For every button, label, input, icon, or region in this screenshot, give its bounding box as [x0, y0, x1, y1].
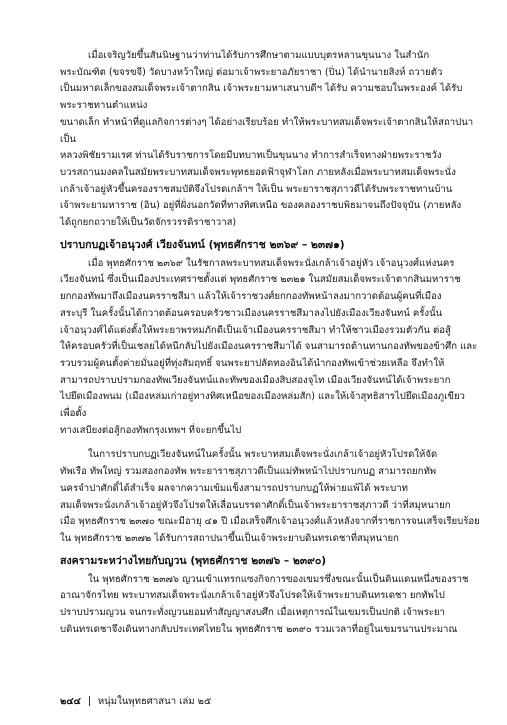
text-line: ทางเสบียงต่อสู้กองทัพกรุงเทพฯ ที่จะยกขึ้นไป [60, 424, 242, 436]
text-line: ทัพเรือ ทัพใหญ่ รวมสองกองทัพ พระยาราชสุภาวดีเป็นแม่ทัพหน้าไปปราบกบฏ สามารถยกทัพ [60, 466, 437, 478]
text-line: ยกกองทัพมาถึงเมืองนครราชสีมา แล้วให้เจ้าราชวงศ์ยกกองทัพหน้าลงมากวาดต้อนผู้คนที่เมือง [60, 291, 442, 303]
text-line: ขนาดเล็ก ทำหน้าที่ดูแลกิจการต่างๆ ได้อย่างเรียบร้อย ทำให้พระบาทสมเด็จพระเจ้าตากสินให้สถาปนาเป็น [60, 116, 474, 145]
text-line: ใน พุทธศักราช ๒๓๗๒ ได้รับการสถาปนาขึ้นเป็นเจ้าพระยาบดินทรเดชาที่สมุหนายก [60, 532, 399, 544]
text-line: ได้ถูกยกถวายให้เป็นวัดจักรวรรดิราชาวาส) [60, 217, 237, 229]
text-line: สมเด็จพระนั่งเกล้าเจ้าอยู่หัวจึงโปรดให้เลื่อนบรรดาศักดิ์เป็นเจ้าพระยาราชสุภาวดี ว่าที่สมุหนายก [60, 499, 451, 511]
text-line: เป็นมหาดเล็กของสมเด็จพระเจ้าตากสิน เจ้าพระยามหาเสนาบดีฯ ได้รับ ความชอบในพระองค์ ได้รับพระราชทานตำแหน่ง [60, 83, 463, 112]
text-line: เมื่อเจริญวัยขึ้นสันนิษฐานว่าท่านได้รับการศึกษาตามแบบบุตรหลานขุนนาง ในสำนัก [88, 50, 430, 61]
text-line: ให้ครอบครัวที่เป็นเชลยได้หนีกลับไปยังเมืองนครราชสีมาได้ จนสามารถต้านทานกองทัพของข้าศึก และ [60, 341, 478, 353]
text-line: ปราบปรามญวน จนกระทั่งญวนยอมทำสัญญาสงบศึก เมื่อเหตุการณ์ในเขมรเป็นปกติ เจ้าพระยา [60, 607, 445, 619]
paragraph-gap [60, 439, 480, 447]
text-line: ใน พุทธศักราช ๒๓๗๖ ญวนเข้าแทรกแซงกิจการของเขมรซึ่งขณะนั้นเป็นดินแดนหนึ่งของราช [88, 573, 469, 585]
vientiane-section [60, 256, 480, 548]
text-line: บดินทรเดชาจึงเดินทางกลับประเทศไทยใน พุทธศักราช ๒๓๙๐ รวมเวลาที่อยู่ในเขมรนานประมาณ [60, 623, 458, 635]
text-line: เจ้าพระยามหาราช (อิน) อยู่ที่ฝั่งนอกวัดที่ทางทิศเหนือ ของคลองราชบพิธมาจนถึงปัจจุบัน (ภายหลัง [60, 200, 462, 212]
intro-section [60, 48, 480, 232]
text-line: เจ้าอนุวงศ์ได้แต่งตั้งให้พระยาพรหมภักดีเป็นเจ้าเมืองนครราชสีมา ทำให้ชาวเมืองรวมตัวกัน ต่อสู้ [60, 324, 451, 336]
text-line: พระบัณฑิต (ขจรขจี) วัดบางหว้าใหญ่ ต่อมาเจ้าพระยาอภัยราชา (ปิ่น) ได้นำนายสิงห์ ถวายตัว [60, 66, 443, 78]
text-line: รวบรวมผู้คนตั้งค่ายมั่นอยู่ที่ทุ่งสัมฤทธิ์ จนพระยาปลัดทองอินได้นำกองทัพเข้าช่วยเหลือ จึงทำให้ [60, 357, 445, 369]
section-heading-vientiane-rebellion: ปราบกบฏเจ้าอนุวงศ์ เวียงจันทน์ (พุทธศักราช ๒๓๖๙ – ๒๓๗๑) [60, 238, 345, 251]
text-line: เวียงจันทน์ ซึ่งเป็นเมืองประเทศราชตั้งแต่ พุทธศักราช ๒๓๒๑ ในสมัยสมเด็จพระเจ้าตากสินมหาราช [60, 274, 461, 286]
vietnam-section [60, 572, 480, 639]
text-line: หลวงพิชัยรามเรศ ท่านได้รับราชการโดยมีบทบาทเป็นขุนนาง ทำการสำเร็จทางฝ่ายพระราชวัง [60, 150, 442, 162]
text-line: เมื่อ พุทธศักราช ๒๓๗๐ ขณะมีอายุ ๔๑ ปี เมื่อเสร็จศึกเจ้าอนุวงศ์แล้วหลังจากที่ราชการจนเสร็จเรียบร้อย [60, 516, 480, 528]
text-line: สามารถปราบปรามกองทัพเวียงจันทน์และทัพของเมืองสิบสองจุไท เมืองเวียงจันทน์ได้เจ้าพระยาก [60, 374, 451, 386]
text-line: นครจำปาศักดิ์ได้สำเร็จ ผลจากความเข้มแข็งสามารถปราบกบฏให้พ่ายแพ้ได้ พระบาท [60, 482, 408, 494]
page-number: ๒๔๔ [60, 696, 81, 707]
text-line: สระบุรี ในครั้งนั้นได้กวาดต้อนครอบครัวชาวเมืองนครราชสีมาลงไปยังเมืองเวียงจันทน์ ครั้งนั้น [60, 307, 443, 319]
text-line: ในการปราบกบฏเวียงจันทน์ในครั้งนั้น พระบาทสมเด็จพระนั่งเกล้าเจ้าอยู่หัวโปรดให้จัด [88, 449, 438, 461]
text-line: เกล้าเจ้าอยู่หัวขึ้นครองราชสมบัติจึงโปรดเกล้าฯ ให้เป็น พระยาราชสุภาวดีได้รับพระราชทานบ้าน [60, 183, 453, 195]
page-content [60, 48, 480, 639]
text-line: บวรสถานมงคลในสมัยพระบาทสมเด็จพระพุทธยอดฟ้าจุฬาโลก ภายหลังเมื่อพระบาทสมเด็จพระนั่ง [60, 166, 456, 178]
section-heading-vietnam-war: สงครามระหว่างไทยกับญวน (พุทธศักราช ๒๓๗๖ – ๒๓๙๐) [60, 554, 327, 567]
text-line: ไปยึดเมืองพนม (เมืองหล่มเก่าอยู่ทางทิศเหนือของเมืองหล่มสัก) และให้เจ้าสุทธิสารไปยึดเมืองภูเขียว เพื่อตั้ง [60, 391, 465, 420]
text-line: อาณาจักรไทย พระบาทสมเด็จพระนั่งเกล้าเจ้าอยู่หัวจึงโปรดให้เจ้าพระยาบดินทรเดชา ยกทัพไป [60, 590, 445, 602]
book-title: หนุ่มในพุทธศาสนา เล่ม ๒๕ [97, 696, 212, 707]
page-footer [60, 695, 211, 709]
footer-divider [89, 696, 90, 706]
text-line: เมื่อ พุทธศักราช ๒๓๖๙ ในรัชกาลพระบาทสมเด็จพระนั่งเกล้าเจ้าอยู่หัว เจ้าอนุวงศ์แห่งนคร [88, 257, 455, 269]
